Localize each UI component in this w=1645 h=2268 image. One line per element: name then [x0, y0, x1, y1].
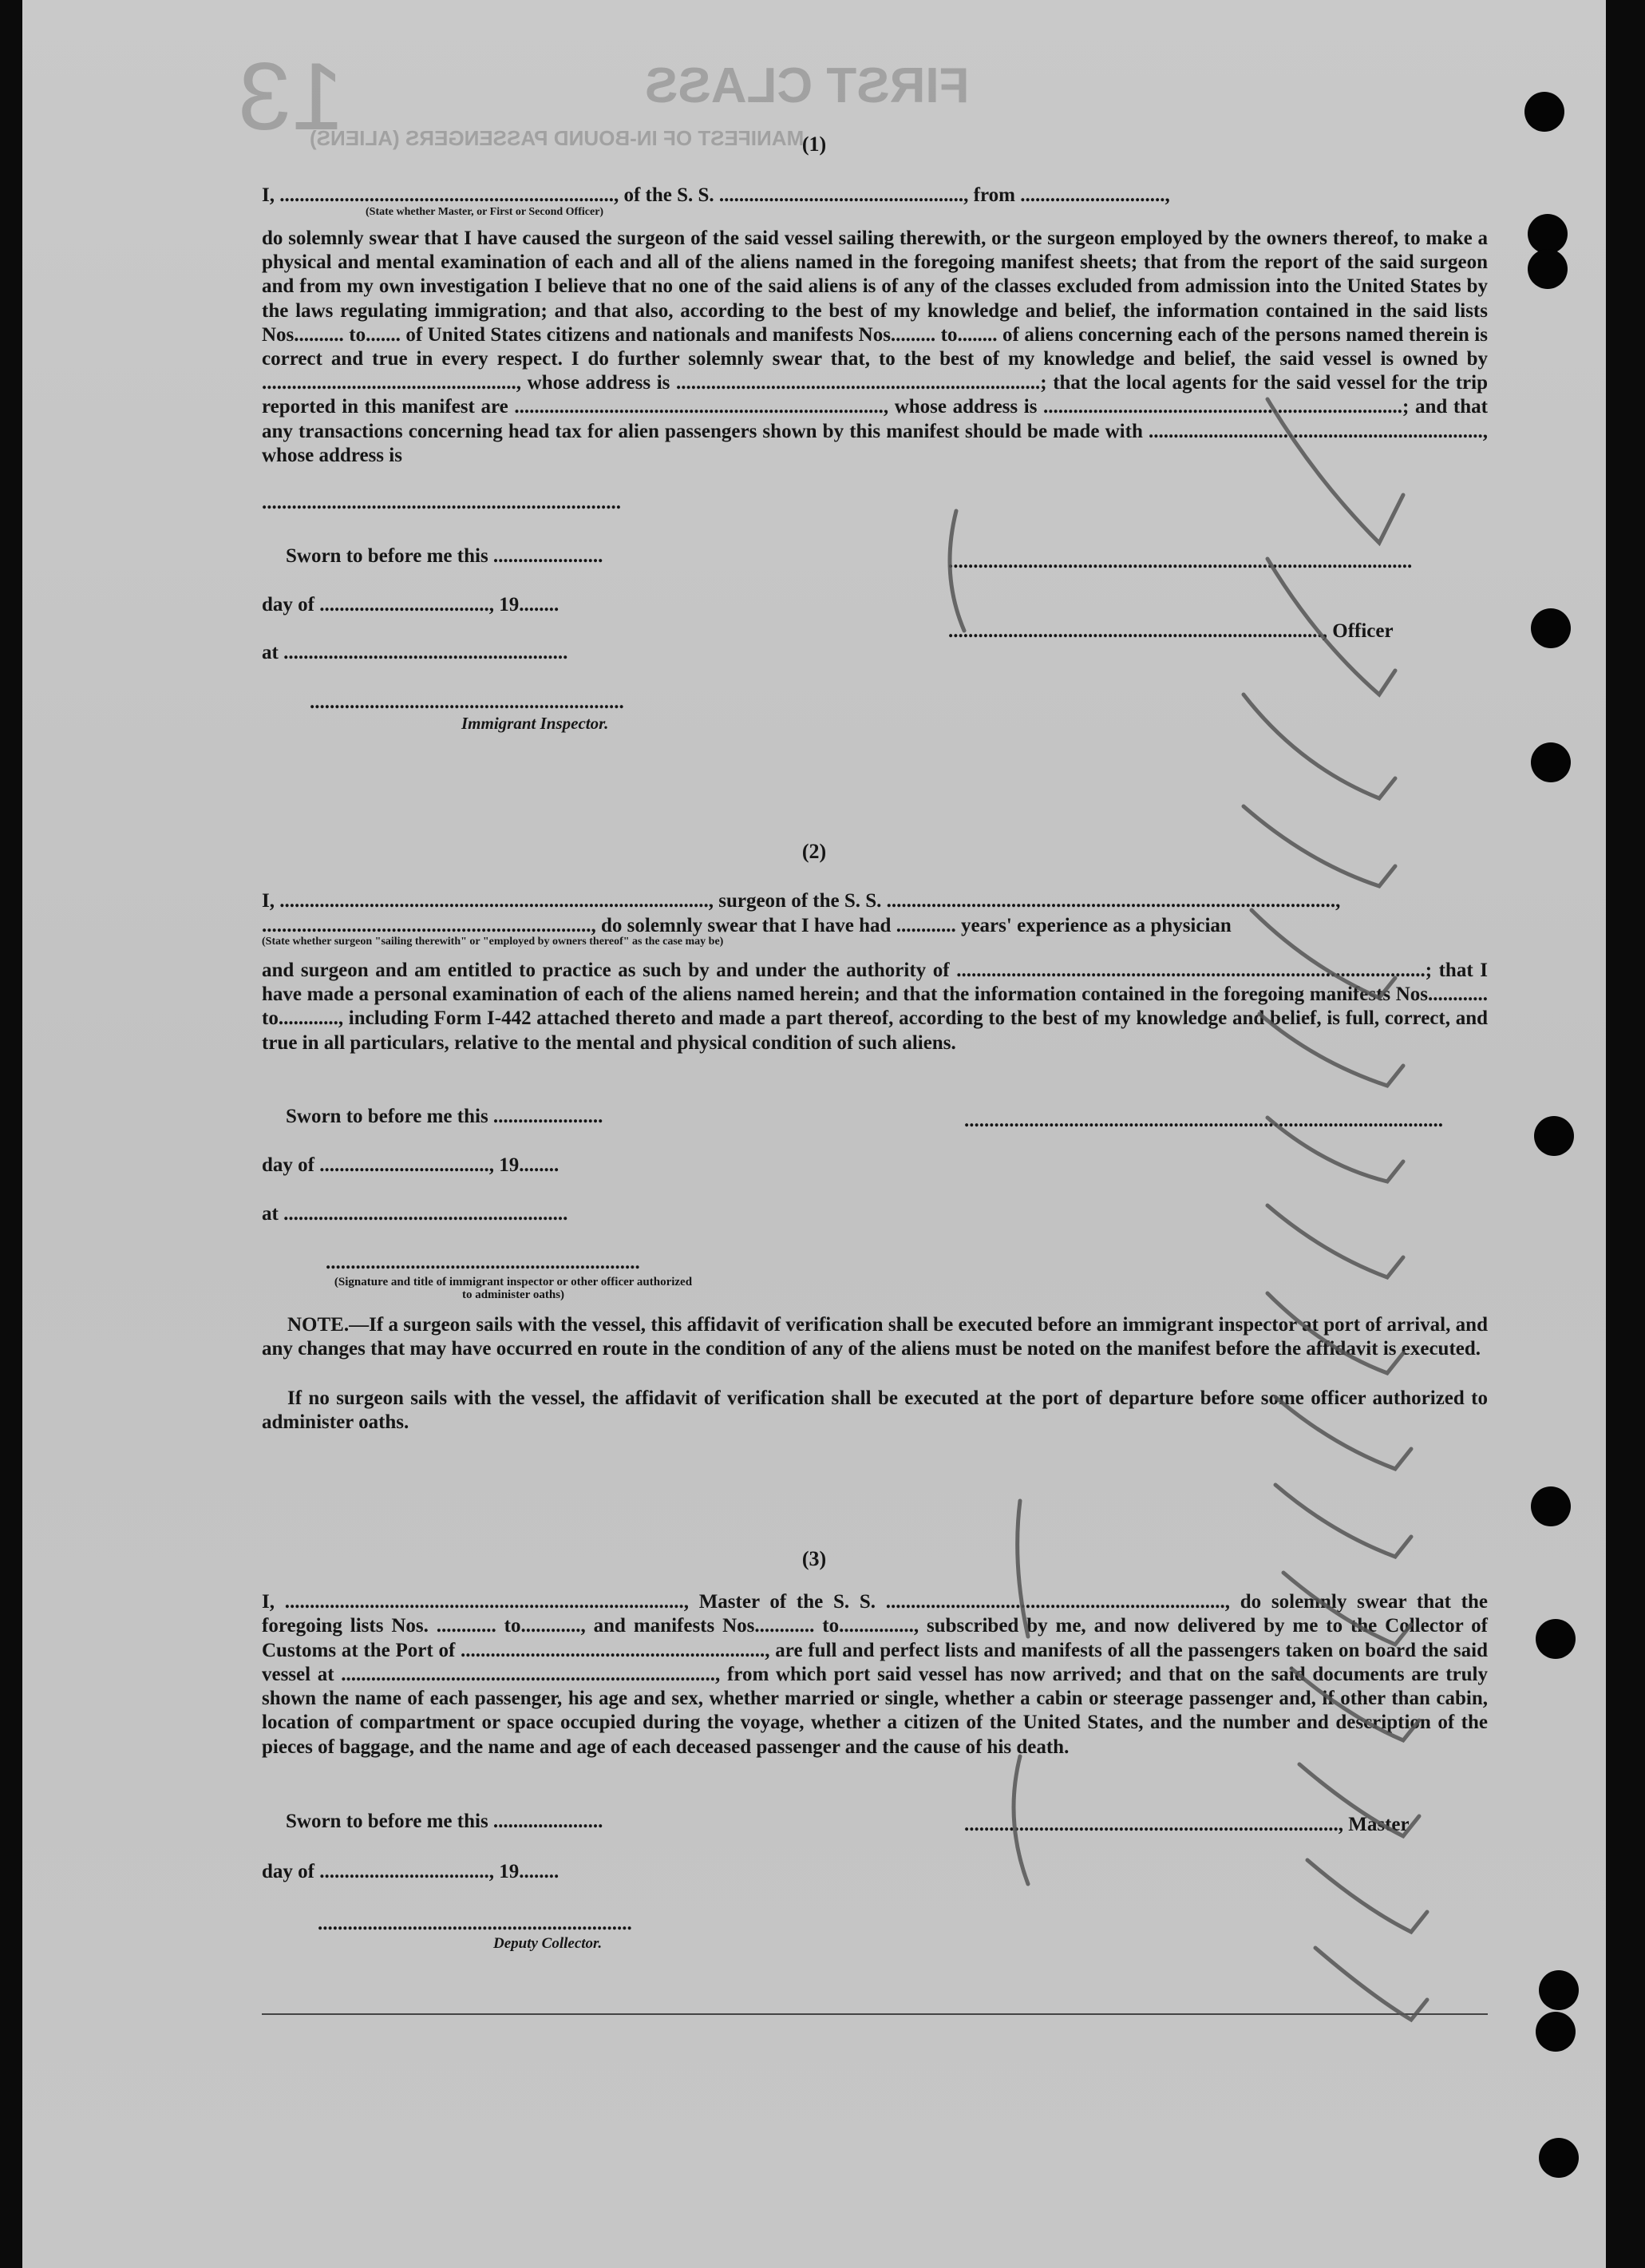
section-1-officer-line: ..........................................................................., Officer	[948, 620, 1394, 642]
section-1-inspector-dots: ...............................................................	[310, 691, 624, 713]
punch-hole	[1528, 214, 1568, 254]
section-2-at-line: at .........................................................	[262, 1203, 568, 1225]
ghost-subtitle: MANIFEST OF IN-BOUND PASSENGERS (ALIENS)	[310, 126, 805, 150]
section-1-at-line: at .........................................................	[262, 642, 568, 663]
punch-hole	[1539, 1970, 1579, 2010]
ghost-number: 13	[238, 43, 345, 150]
section-2-oath-paragraph: and surgeon and am entitled to practice as such by and under the authority of ..............................................................................................; that I have made a personal examination of each of the aliens named herein; and that the information contained in the foregoing manifests Nos............ to............, including Form I-442 attached thereto and made a part thereof, according to the best of my knowledge and belief, is full, correct, and true in all particulars, relative to the mental and physical condition of such aliens.	[262, 960, 1488, 1054]
section-3-day-line: day of .................................., 19........	[262, 1861, 560, 1882]
punch-hole	[1531, 742, 1571, 782]
section-3-number: (3)	[801, 1547, 827, 1570]
document-page	[22, 0, 1606, 2268]
punch-hole	[1539, 2138, 1579, 2178]
section-3-collector-label: Deputy Collector.	[493, 1935, 603, 1952]
note-label: NOTE.	[287, 1314, 350, 1336]
section-3-master-line: ..........................................................................., Master	[964, 1814, 1410, 1835]
note-text: —If a surgeon sails with the vessel, this affidavit of verification shall be executed before an immigrant inspector at port of arrival, and any changes that may have occurred en route in the condition of any of the aliens must be noted on the manifest before the affidavit is executed.	[262, 1314, 1488, 1360]
ghost-title: FIRST CLASS	[645, 58, 970, 113]
punch-hole	[1534, 1116, 1574, 1156]
section-1-first-line: I, ..................................................................., of the S. S. ................................................., from .............................,	[262, 184, 1170, 206]
section-1-number: (1)	[801, 133, 827, 156]
note-text-2: If no surgeon sails with the vessel, the affidavit of verification shall be executed at the port of departure before some officer authorized to administer oaths.	[262, 1387, 1488, 1434]
section-2-first-line: I, ......................................................................................, surgeon of the S. S. ..........................................................................................,	[262, 890, 1341, 912]
section-2-signature-label: (Signature and title of immigrant inspector or other officer authorized to administer oaths)	[334, 1276, 693, 1301]
section-3-collector-dots: ...............................................................	[318, 1913, 632, 1934]
section-2-right-dots: ................................................................................................	[964, 1110, 1443, 1131]
punch-hole	[1536, 2012, 1576, 2052]
section-1-inspector-label: Immigrant Inspector.	[461, 714, 609, 733]
punch-hole	[1524, 92, 1564, 132]
punch-hole	[1531, 1486, 1571, 1526]
section-3-sworn-line: Sworn to before me this ......................	[286, 1811, 603, 1832]
punch-hole	[1528, 249, 1568, 289]
section-1-sworn-line: Sworn to before me this ......................	[286, 545, 603, 567]
section-1-first-line-note: (State whether Master, or First or Second Officer)	[366, 206, 604, 218]
section-1-oath-paragraph: do solemnly swear that I have caused the surgeon of the said vessel sailing therewith, or the surgeon employed by the owners thereof, to make a physical and mental examination of each and all of the aliens named in the foregoing manifest sheets; that from the report of the said surgeon and from my own investigation I believe that no one of the said aliens is of any of the classes excluded from admission into the United States by the laws regulating immigration; and that also, according to the best of my knowledge and belief, the information contained in the said lists Nos.......... to....... of United States citizens and nationals and manifests Nos......... to........ of aliens concerning each of the persons named therein is correct and true in every respect. I do further solemnly swear that, to the best of my knowledge and belief, the said vessel is owned by ..................................................., whose address is .........................................................................; that the local agents for the said vessel for the trip reported in this manifest are .........................................................................., whose address is ........................................................................; and that any transactions concerning head tax for alien passengers shown by this manifest should be made with ..................................................................., whose address is	[262, 228, 1488, 466]
section-1-trailing-dots: ........................................................................	[262, 492, 621, 513]
section-2-number: (2)	[801, 840, 827, 863]
section-1-officer-dots: .............................................................................................	[948, 551, 1413, 572]
section-3-oath-paragraph: I, ................................................................................, Master of the S. S. ...................................................................., do solemnly swear that the foregoing lists Nos. ............ to............, and manifests Nos............ to..............., subscribed by me, and now delivered by me to the Collector of Customs at the Port of ............................................................., are full and perfect lists and manifests of all the passengers taken on board the said vessel at ..........................................................................., from which port said vessel has now arrived; and that on the said documents are truly shown the name of each passenger, his age and sex, whether married or single, whether a cabin or steerage passenger and, if other than cabin, location of compartment or space occupied during the voyage, whether a citizen of the United States, and the number and description of the pieces of baggage, and the name and age of each deceased passenger and the cause of his death.	[262, 1591, 1488, 1758]
section-1-day-line: day of .................................., 19........	[262, 594, 560, 615]
section-2-second-line-note: (State whether surgeon "sailing therewith" or "employed by owners thereof" as the case may be)	[262, 936, 724, 948]
section-2-signature-dots: ...............................................................	[326, 1252, 640, 1273]
section-2-second-line: .................................................................., do solemnly swear that I have had ............ years' experience as a physician	[262, 915, 1232, 936]
punch-hole	[1536, 1619, 1576, 1659]
punch-hole	[1531, 608, 1571, 648]
pencil-strokes	[22, 0, 1606, 2268]
section-2-day-line: day of .................................., 19........	[262, 1154, 560, 1176]
section-2-sworn-line: Sworn to before me this ......................	[286, 1106, 603, 1127]
